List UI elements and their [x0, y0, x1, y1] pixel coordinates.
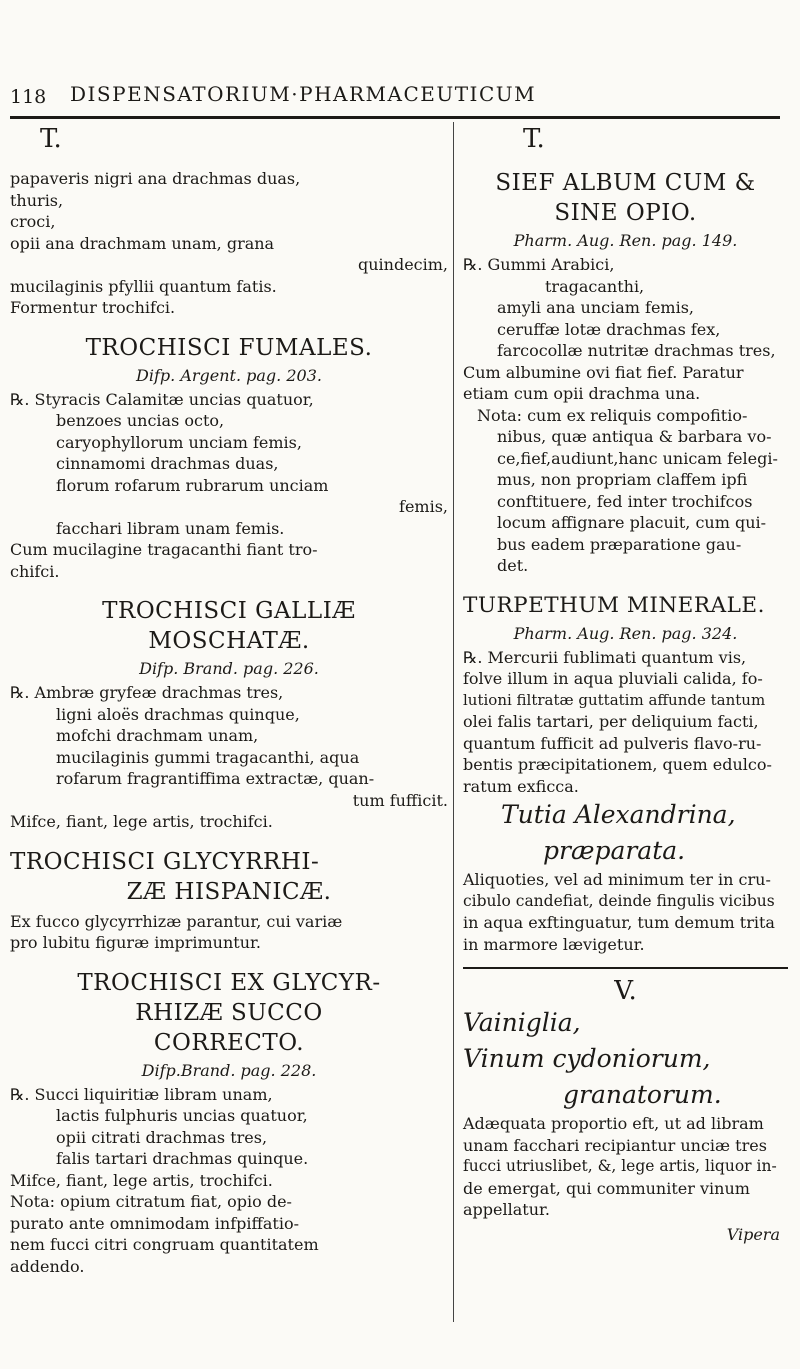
text-line: appellatur. — [463, 1200, 550, 1219]
left-column — [10, 122, 448, 1277]
text-line: Ex fucco glycyrrhizæ parantur, cui variæ — [10, 911, 343, 931]
text-line: ce,fief,audiunt,hanc unicam felegi- — [497, 448, 778, 468]
text-line: ℞. Gummi Arabici, — [463, 255, 615, 274]
text-line: addendo. — [10, 1256, 85, 1276]
text-line: Mifce, fiant, lege artis, trochifci. — [10, 812, 273, 831]
text-line: olei falis tartari, per deliquium facti, — [463, 712, 759, 731]
text-line: facchari libram unam femis. — [56, 518, 285, 538]
text-line: florum rofarum rubrarum unciam — [56, 475, 329, 495]
heading-turpethum-minerale: TURPETHUM MINERALE. — [463, 592, 765, 618]
heading-hispanicae: ZÆ HISPANICÆ. — [126, 878, 332, 905]
text-line: unam facchari recipiantur unciæ tres — [463, 1135, 767, 1155]
text-line: papaveris nigri ana drachmas duas, — [10, 169, 301, 188]
source-reference: Pharm. Aug. Ren. pag. 149. — [513, 231, 738, 250]
text-line: det. — [497, 556, 529, 575]
section-rule — [463, 967, 788, 969]
heading-vainiglia: Vainiglia, — [463, 1008, 581, 1037]
source-reference: Pharm. Aug. Ren. pag. 324. — [513, 623, 738, 643]
text-line: ℞. Succi liquiritiæ libram unam, — [10, 1084, 273, 1104]
text-line: amyli ana unciam femis, — [497, 298, 694, 317]
text-line: Mifce, fiant, lege artis, trochifci. — [10, 1170, 273, 1190]
running-head — [0, 82, 800, 118]
heading-sine-opio: SINE OPIO. — [554, 200, 697, 226]
text-line: croci, — [10, 212, 56, 231]
source-reference: Difp. Argent. pag. 203. — [136, 365, 322, 385]
text-line: thuris, — [10, 190, 64, 210]
text-line: falis tartari drachmas quinque. — [56, 1149, 309, 1168]
text-line: ratum exficca. — [463, 776, 579, 796]
text-line: quindecim, — [357, 255, 448, 274]
heading-moschatae: MOSCHATÆ. — [148, 628, 310, 654]
text-line: locum affignare placuit, cum qui- — [497, 513, 767, 532]
text-line: mucilaginis gummi tragacanthi, aqua — [56, 747, 360, 767]
text-line: Formentur trochifci. — [10, 298, 176, 317]
text-line: opii citrati drachmas tres, — [56, 1127, 268, 1147]
text-line: bus eadem præparatione gau- — [497, 534, 742, 554]
text-line: chifci. — [10, 561, 60, 581]
text-line: mucilaginis pfyllii quantum fatis. — [10, 276, 277, 296]
text-line: pro lubitu figuræ imprimuntur. — [10, 933, 261, 952]
heading-vinum-cydoniorum: Vinum cydoniorum, — [463, 1044, 711, 1073]
text-line: caryophyllorum unciam femis, — [56, 432, 302, 452]
text-line: bentis præcipitationem, quem edulco- — [463, 755, 772, 774]
text-line: ℞. Mercurii fublimati quantum vis, — [463, 647, 747, 667]
header-rule — [10, 116, 780, 119]
text-line: opii ana drachmam unam, grana — [10, 233, 275, 253]
text-line: femis, — [399, 497, 448, 516]
paragraph-vinum — [463, 1113, 788, 1221]
heading-correcto: CORRECTO. — [153, 1029, 305, 1056]
text-line: Cum mucilagine tragacanthi fiant tro- — [10, 540, 318, 559]
text-line: ceruffæ lotæ drachmas fex, — [497, 319, 721, 339]
text-line: Nota: cum ex reliquis compofitio- — [477, 405, 748, 425]
text-line: quantum fufficit ad pulveris flavo-ru- — [463, 733, 762, 753]
section-letter-v: V. — [614, 976, 637, 1006]
text-line: mofchi drachmam unam, — [56, 726, 259, 745]
heading-rhizae-succo: RHIZÆ SUCCO — [135, 999, 323, 1026]
text-line: Cum albumine ovi fiat fief. Paratur — [463, 362, 744, 382]
text-line: Aliquoties, vel ad minimum ter in cru- — [463, 870, 771, 889]
text-line: in aqua exftinguatur, tum demum trita — [463, 913, 775, 932]
paragraph-tutia — [463, 869, 788, 955]
heading-trochisci-glycyrrhizae: TROCHISCI GLYCYRRHI- — [10, 848, 320, 875]
paragraph-glycyrrhizae — [10, 911, 448, 954]
text-line: tragacanthi, — [545, 276, 645, 296]
heading-sief-album: SIEF ALBUM CUM & — [495, 170, 756, 196]
text-line: cinnamomi drachmas duas, — [56, 454, 279, 473]
text-line: fucci utriuslibet, &, lege artis, liquor in- — [463, 1157, 777, 1175]
text-line: rofarum fragrantiffima extractæ, quan- — [56, 769, 375, 788]
text-line: lactis fulphuris uncias quatuor, — [56, 1106, 308, 1125]
heading-trochisci-galliae: TROCHISCI GALLIÆ — [102, 598, 356, 624]
heading-tutia-alexandrina: Tutia Alexandrina, — [501, 800, 736, 829]
text-line: lutioni filtratæ guttatim affunde tantum — [463, 690, 766, 709]
heading-trochisci-ex-glycyrrhiza: TROCHISCI EX GLYCYR- — [77, 969, 381, 996]
heading-granatorum: granatorum. — [563, 1080, 722, 1109]
text-line: conftituere, fed inter trochifcos — [497, 491, 753, 511]
paragraph-papaveris — [10, 168, 448, 319]
column-letter: T. — [40, 124, 62, 154]
paragraph-succo-correcto — [10, 1084, 448, 1278]
heading-praeparata: præparata. — [543, 836, 686, 865]
text-line: mus, non propriam claffem ipfi — [497, 470, 748, 489]
text-line: farcocollæ nutritæ drachmas tres, — [497, 341, 776, 360]
column-divider — [453, 122, 454, 1322]
text-line: Nota: opium citratum fiat, opio de- — [10, 1192, 292, 1211]
text-line: ligni aloës drachmas quinque, — [56, 704, 300, 724]
page-number: 118 — [10, 86, 47, 108]
text-line: folve illum in aqua pluviali calida, fo- — [463, 669, 763, 688]
catchword: Vipera — [726, 1224, 780, 1244]
running-title: DISPENSATORIUM·PHARMACEUTICUM — [70, 82, 537, 106]
text-line: tum fufficit. — [352, 790, 448, 810]
text-line: in marmore lævigetur. — [463, 934, 645, 954]
paragraph-galliae — [10, 682, 448, 833]
source-reference: Difp.Brand. pag. 228. — [141, 1060, 317, 1080]
text-line: nibus, quæ antiqua & barbara vo- — [497, 427, 772, 446]
text-line: nem fucci citri congruam quantitatem — [10, 1235, 319, 1254]
heading-trochisci-fumales: TROCHISCI FUMALES. — [85, 334, 373, 361]
text-line: de emergat, qui communiter vinum — [463, 1178, 750, 1198]
text-line: ℞. Styracis Calamitæ uncias quatuor, — [10, 389, 314, 409]
paragraph-sief — [463, 254, 788, 577]
column-letter: T. — [523, 124, 545, 154]
text-line: etiam cum opii drachma una. — [463, 384, 701, 403]
text-line: cibulo candefiat, deinde fingulis vicibus — [463, 891, 775, 910]
paragraph-fumales — [10, 389, 448, 583]
source-reference: Difp. Brand. pag. 226. — [139, 659, 319, 678]
right-column — [463, 122, 788, 1244]
text-line: purato ante omnimodam infpiffatio- — [10, 1213, 299, 1233]
text-line: ℞. Ambræ gryfeæ drachmas tres, — [10, 683, 284, 702]
text-line: Adæquata proportio eft, ut ad libram — [463, 1114, 764, 1133]
text-line: benzoes uncias octo, — [56, 411, 225, 430]
paragraph-turpethum — [463, 647, 788, 798]
